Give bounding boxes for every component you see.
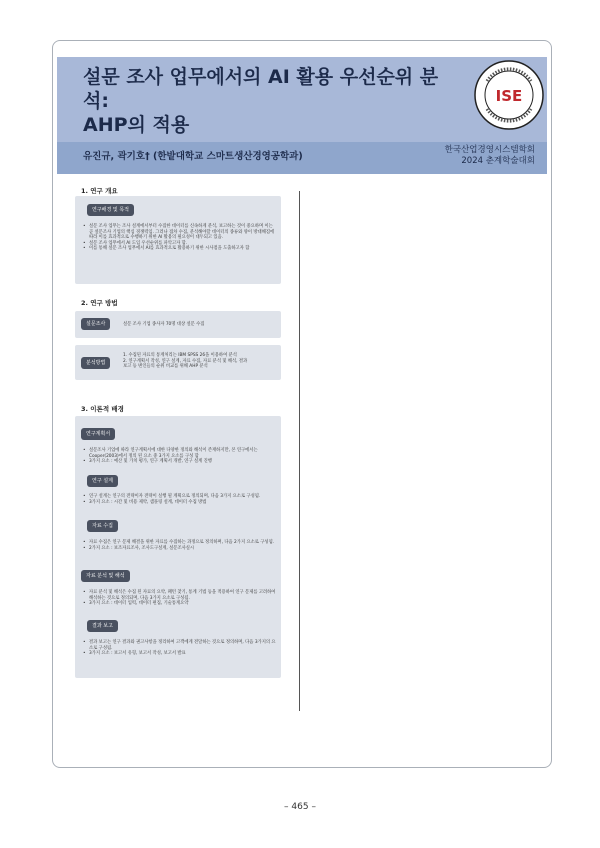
bullet: • 설문조사 기업에 따라 연구계획서에 대한 다양한 정의와 해석이 존재하지만, 본 연구에서는 Cooper(2003)에서 정의 된 요소 중 3가지 요소를 구성 함 xyxy=(83,448,277,459)
conference xyxy=(445,145,535,167)
bullet: • 3가지 요소 : 보고서 유형, 보고서 작성, 보고서 발표 xyxy=(83,651,277,657)
bullet: • 자료 수집은 연구 문제 해결을 위한 자료를 수집하는 과정으로 정의하며, 다음 2가지 요소로 구성됨. xyxy=(83,540,277,546)
section-1-title: 1. 연구 개요 xyxy=(81,187,118,195)
theory-pill: 결과 보고 xyxy=(87,620,118,632)
analysis-panel xyxy=(75,345,281,380)
analysis-line: 보고 등 변인들의 순위 비교를 위해 AHP 분석 xyxy=(123,364,208,370)
bullet: • 3가지 요소 : 예산 및 가치 평가, 연구 계획서 개발, 연구 설계 진행 xyxy=(83,459,277,465)
poster-title xyxy=(83,65,443,137)
society-logo xyxy=(473,59,545,131)
bullet: • 2가지 요소 : 보조자료조사, 조사도구설계, 설문조사실시 xyxy=(83,546,277,552)
theory-bullets xyxy=(83,448,277,465)
survey-panel xyxy=(75,311,281,338)
section-1-panel xyxy=(75,196,281,284)
analysis-line: 2. 연구계획서 작성, 연구 설계, 자료 수집, 자료 분석 및 해석, 결과 xyxy=(123,358,248,364)
column-divider xyxy=(299,191,300,711)
bullet: • 설문 조사 업무에서 AI 도입 우선순위를 파악고자 함. xyxy=(83,241,277,247)
bullet: • 자료 분석 및 해석은 수집 된 자료의 요약, 패턴 찾기, 통계 기법 등을 적용하여 연구 문제를 고려하여 해석하는 것으로 정의되며, 다음 3가지 요소로 구성됨. xyxy=(83,590,277,601)
theory-pill: 연구 설계 xyxy=(87,475,118,487)
conference-line-1: 한국산업경영시스템학회 xyxy=(444,145,535,155)
theory-pill: 자료 분석 및 해석 xyxy=(81,570,130,582)
page-number: – 465 – xyxy=(284,802,316,812)
theory-bullets xyxy=(83,540,277,551)
survey-text: 설문 조사 기업 종사자 70명 대상 설문 수집 xyxy=(123,322,205,327)
theory-pill: 연구계획서 xyxy=(81,428,115,440)
bullet: • 연구 설계는 연구의 전략이자 전략이 실행 될 계획으로 정의되며, 다음 3가지 요소로 구성됨. xyxy=(83,494,277,500)
title-line-1: 설문 조사 업무에서의 AI 활용 우선순위 분석: xyxy=(83,66,439,112)
svg-text:ISE: ISE xyxy=(495,87,523,105)
bullet: • 3가지 요소 : 데이터 입력, 데이터 편집, 기술통계요약 xyxy=(83,601,277,607)
theory-bullets xyxy=(83,640,277,657)
poster xyxy=(52,40,552,768)
section-2-title: 2. 연구 방법 xyxy=(81,299,118,307)
bullet: • 이를 통해 설문 조사 업무에서 AI를 효과적으로 활용하기 위한 시사점을 도출하고자 함 xyxy=(83,246,277,252)
title-line-2: AHP의 적용 xyxy=(83,114,190,136)
bullet: • 3가지 요소 : 시간 및 비용 제약, 샘플링 설계, 데이터 수집 방법 xyxy=(83,500,277,506)
authors: 유진규, 곽기호† (한밭대학교 스마트생산경영공학과) xyxy=(83,151,303,162)
section-1-pill: 연구배경 및 목적 xyxy=(87,204,134,216)
section-1-bullets xyxy=(83,224,277,252)
analysis-line: 1. 수집된 자료의 통계처리는 IBM SPSS 26을 이용하여 분석 xyxy=(123,353,237,358)
theory-pill: 자료 수집 xyxy=(87,520,118,532)
section-3-panel xyxy=(75,416,281,678)
bullet: • 결과 보고는 연구 결과와 권고사항을 정리하여 고객에게 전달하는 것으로 정의하며, 다음 3가지의 요소로 구성됨. xyxy=(83,640,277,651)
survey-pill: 설문조사 xyxy=(81,318,110,330)
analysis-pill: 분석방법 xyxy=(81,357,110,369)
theory-bullets xyxy=(83,494,277,505)
section-3-title: 3. 이론적 배경 xyxy=(81,405,124,413)
analysis-text xyxy=(123,353,273,370)
conference-line-2: 2024 춘계학술대회 xyxy=(461,156,535,166)
theory-bullets xyxy=(83,590,277,607)
bullet: • 설문 조사 업무는 조사 설계에서부터 수집한 데이터를 신속하게 분석, 보고하는 것이 중요하며 이는 곧 설문조사 기업의 핵심 경쟁력임. 그러나 접차 수집, 분석해야할 데이터의 종류와 양이 방대해짐에 따라 이를 효과적으로 수행하기 위한 AI 활용의 필요성이 대두되고 있음. xyxy=(83,224,277,241)
